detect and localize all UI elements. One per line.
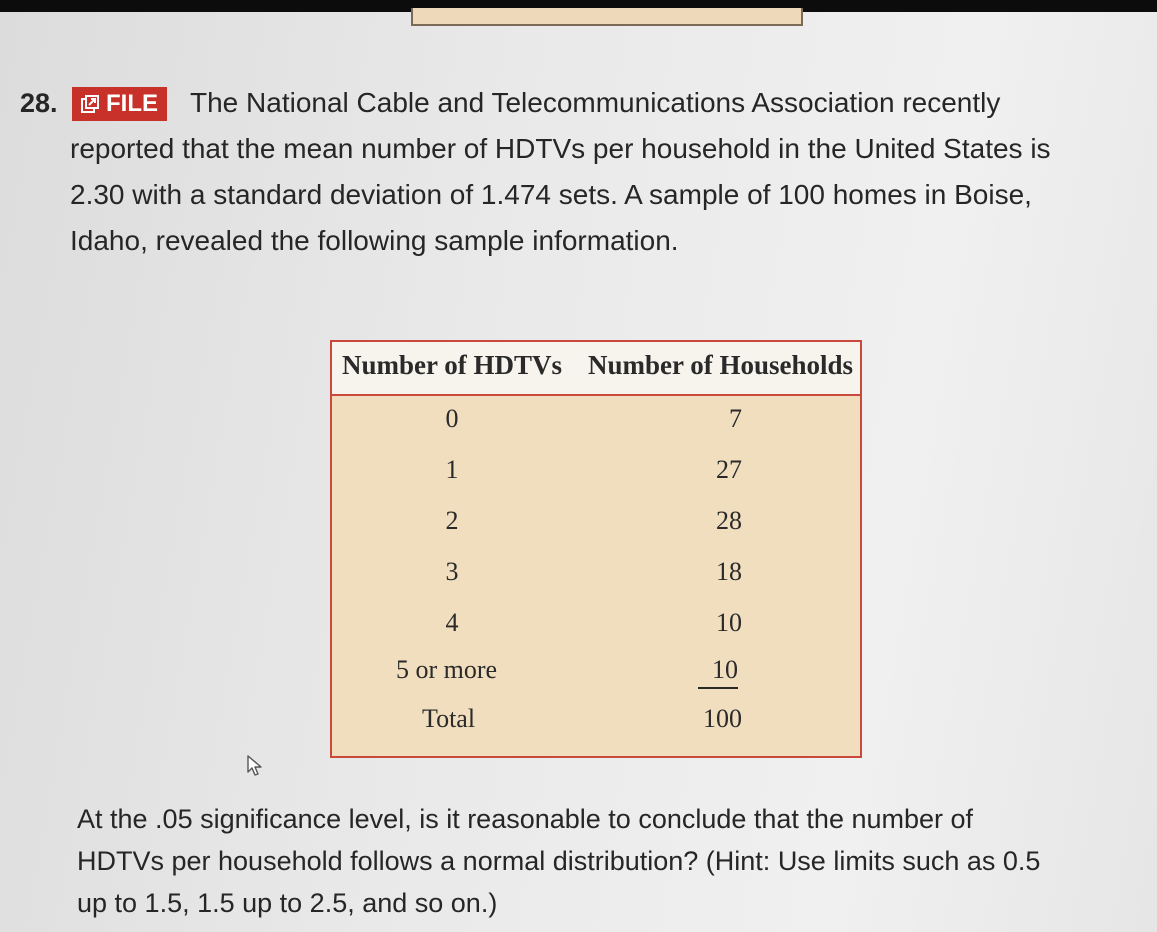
table-row [332, 506, 860, 546]
cell-households: 27 [716, 455, 742, 484]
table-header [332, 342, 860, 396]
problem-line-1: The National Cable and Telecommunications Association recently [190, 87, 1001, 118]
question-line-1: At the .05 significance level, is it reasonable to conclude that the number of [77, 804, 974, 834]
file-badge-label: FILE [106, 90, 158, 117]
cell-hdtvs: 4 [445, 608, 459, 637]
mouse-pointer-icon [246, 754, 266, 778]
problem-line-3: 2.30 with a standard deviation of 1.474 sets. A sample of 100 homes in Boise, [70, 179, 1032, 210]
table-row [332, 557, 860, 597]
header-number-of-households: Number of Households [588, 350, 854, 380]
cell-households: 10 [716, 608, 742, 637]
total-value: 100 [703, 704, 742, 733]
question-line-3: up to 1.5, 1.5 up to 2.5, and so on.) [77, 888, 498, 918]
table-row [332, 608, 860, 648]
cell-hdtvs: 2 [445, 506, 459, 535]
cell-hdtvs: 3 [445, 557, 459, 586]
table-row [332, 455, 860, 495]
cell-hdtvs: 5 or more [396, 655, 498, 684]
cell-households: 28 [716, 506, 742, 535]
table-row [332, 655, 860, 695]
problem-line-2: reported that the mean number of HDTVs per household in the United States is [70, 133, 1051, 164]
cell-households: 18 [716, 557, 742, 586]
question-line-2: HDTVs per household follows a normal distribution? (Hint: Use limits such as 0.5 [77, 846, 1041, 876]
problem-number: 28. [20, 88, 58, 118]
cell-hdtvs: 0 [445, 404, 459, 433]
table-row [332, 404, 860, 444]
cell-hdtvs: 1 [445, 455, 459, 484]
previous-table-edge [411, 8, 803, 26]
total-label: Total [422, 704, 476, 733]
question-text [77, 798, 1147, 924]
table-total-row [332, 704, 860, 744]
problem-line-4: Idaho, revealed the following sample information. [70, 225, 679, 256]
cell-households: 7 [729, 404, 742, 433]
cell-households: 10 [698, 655, 738, 689]
header-number-of-hdtvs: Number of HDTVs [342, 350, 563, 380]
hdtv-households-table [330, 340, 862, 758]
